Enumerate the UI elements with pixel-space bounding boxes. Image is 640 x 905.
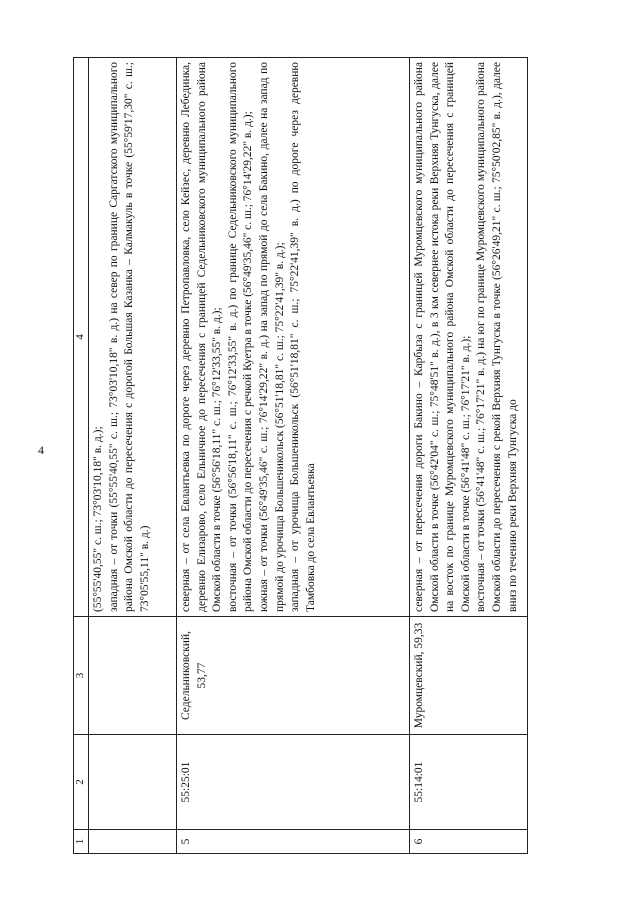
description-line: западная – от урочища Большеникольск (56°51'18,81" с. ш.; 75°22'41,39" в. д.) по дороге через деревню Тамбовка до села Евлантьевка <box>289 62 317 612</box>
row-number: 5 <box>177 830 410 854</box>
rotated-table-wrapper <box>73 58 528 854</box>
row-description <box>89 58 177 617</box>
description-line: западная – от точки (55°55'40,55" с. ш.; 73°03'10,18" в. д.) на север по границе Саргатского муниципального района Омской области до пересечения с дорогой Большая Казанка – Калмакуль в точке (55°59'17,30" с. ш.; 73°05'55,11" в. д.) <box>107 62 151 612</box>
description-line: (55°55'40,55" с. ш.; 73°03'10,18" в. д.); <box>92 426 104 612</box>
row-district <box>89 617 177 735</box>
boundaries-table <box>73 57 528 854</box>
row-number <box>89 830 177 854</box>
table-row <box>177 58 410 854</box>
table-row <box>410 58 528 854</box>
row-code: 55:25:01 <box>177 735 410 830</box>
table-row <box>89 58 177 854</box>
header-cell: 4 <box>74 58 89 617</box>
row-district: Седельниковский, 53,77 <box>177 617 410 735</box>
row-code <box>89 735 177 830</box>
description-line: северная – от пересечения дороги Бакино – Карбыза с границей Муромцевского муниципального района Омской области в точке (56°42'04" с. ш.; 75°48'51" в. д.), в 3 км севернее истока реки Верхняя Тунгуска, далее на восток по границе Муромцевского муниципального района Омской области до пересечения с границей Омской области в точке (56°41'48" с. ш.; 76°17'21" в. д.); <box>413 62 472 612</box>
row-number: 6 <box>410 830 528 854</box>
row-code: 55:14:01 <box>410 735 528 830</box>
header-cell: 3 <box>74 617 89 735</box>
description-line: восточная – от точки (56°41'48" с. ш.; 76°17'21" в. д.) на юг по границе Муромцевского муниципального района Омской области до пересечения с рекой Верхняя Тунгуска в точке (56°26'49,21" с. ш.; 75°50'02,85" в. д.), далее вниз по течению реки Верхняя Тунгуска до <box>475 62 519 612</box>
row-district: Муромцевский, 59,33 <box>410 617 528 735</box>
header-cell: 1 <box>74 830 89 854</box>
page-number: 4 <box>38 443 44 457</box>
description-line: восточная – от точки (56°56'18,11" с. ш.; 76°12'33,55" в. д.) по границе Седельниковского муниципального района Омской области до пересечения с речкой Куетра в точке (56°49'35,46" с. ш.; 76°14'29,22" в. д.); <box>226 62 255 612</box>
table-header-row <box>74 58 89 854</box>
row-description <box>177 58 410 617</box>
row-description <box>410 58 528 617</box>
header-cell: 2 <box>74 735 89 830</box>
description-line: южная – от точки (56°49'35,46" с. ш.; 76°14'29,22" в. д.) на запад по прямой до села Бакино, далее на запад по прямой до урочища Большеникольск (56°51'18,81" с. ш.; 75°22'41,39" в. д.); <box>257 62 286 612</box>
description-line: северная – от села Евлантьевка по дороге через деревню Петропавловка, село Кейзес, деревню Лебединка, деревню Елизарово, село Ельничное до пересечения с границей Седельниковского муниципального района Омской области в точке (56°56'18,11" с. ш.; 76°12'33,55" в. д.); <box>180 62 224 612</box>
